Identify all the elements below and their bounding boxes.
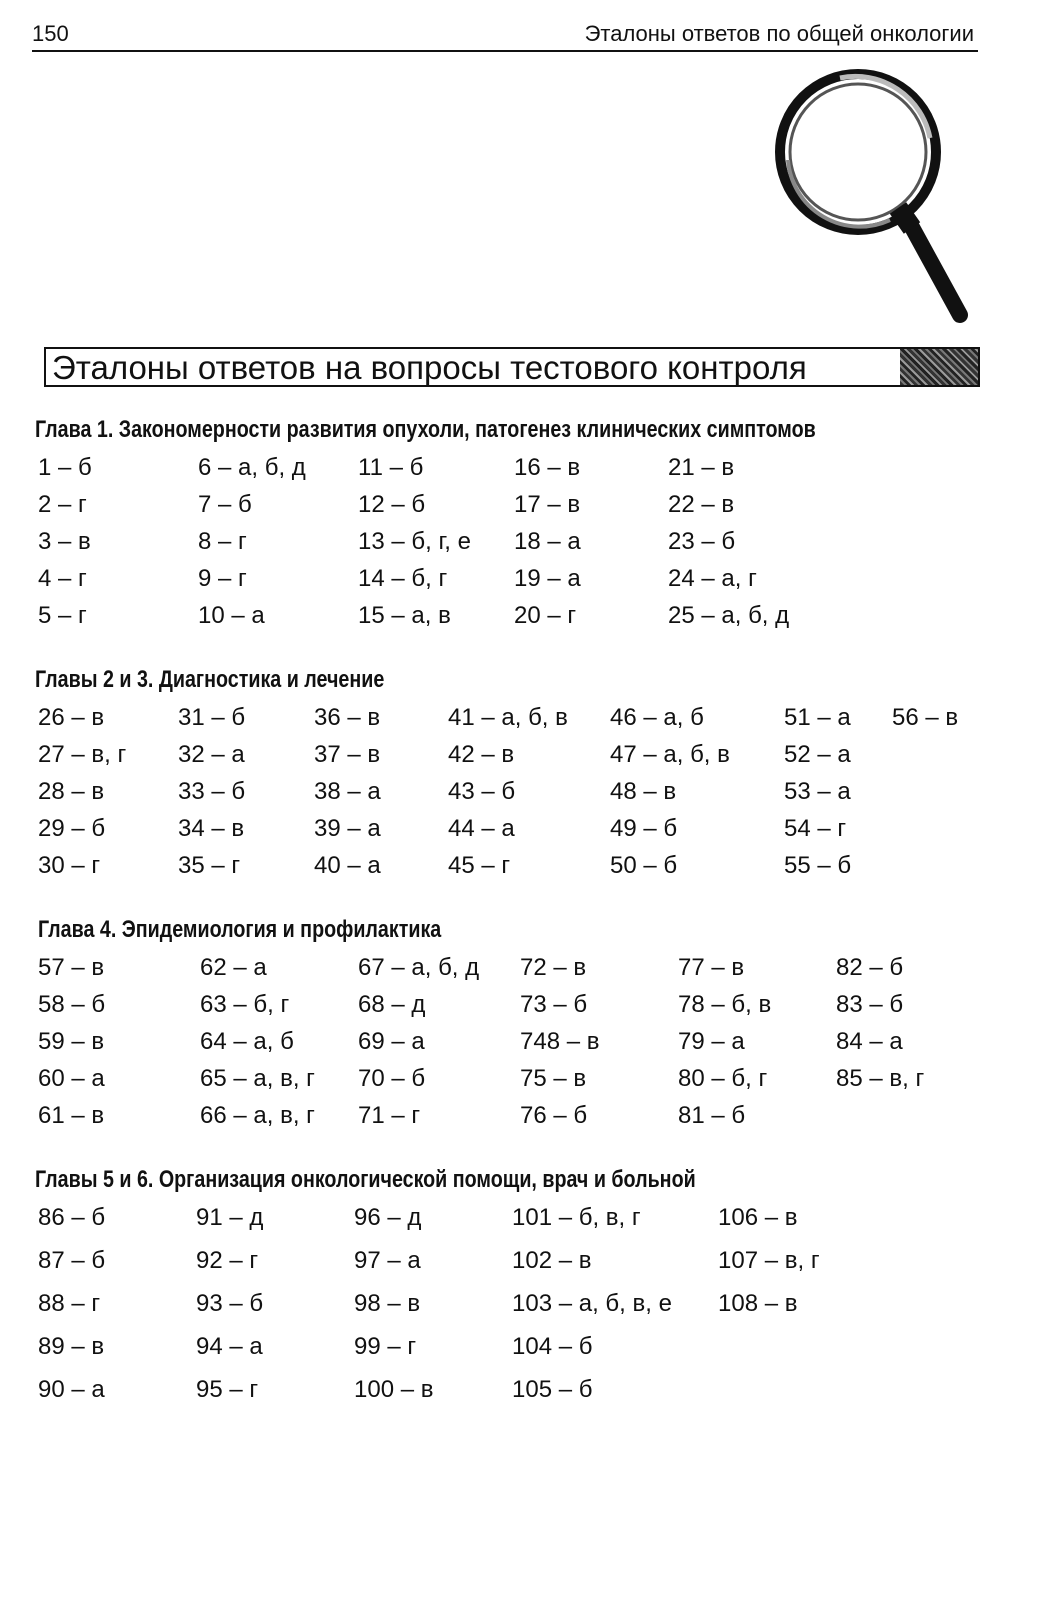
answer-item: 65 – а, в, г — [200, 1065, 315, 1092]
answer-item: 11 – б — [358, 454, 424, 481]
answer-item: 79 – а — [678, 1028, 745, 1055]
answer-item: 23 – б — [668, 528, 736, 555]
answer-item: 14 – б, г — [358, 565, 448, 592]
section-heading: Главы 2 и 3. Диагностика и лечение — [35, 666, 385, 693]
answer-item: 15 – а, в — [358, 602, 451, 629]
answer-item: 27 – в, г — [38, 741, 127, 768]
answer-item: 71 – г — [358, 1102, 421, 1129]
answer-item: 72 – в — [520, 954, 587, 981]
answer-item: 87 – б — [38, 1247, 106, 1274]
answer-item: 16 – в — [514, 454, 581, 481]
page-header — [32, 18, 978, 52]
answer-item: 67 – а, б, д — [358, 954, 480, 981]
answer-item: 5 – г — [38, 602, 87, 629]
answer-item: 18 – а — [514, 528, 581, 555]
answer-item: 57 – в — [38, 954, 105, 981]
answer-item: 28 – в — [38, 778, 105, 805]
answer-item: 748 – в — [520, 1028, 600, 1055]
answer-item: 6 – а, б, д — [198, 454, 306, 481]
section-banner — [44, 347, 980, 387]
section-heading: Главы 5 и 6. Организация онкологической помощи, врач и больной — [35, 1166, 696, 1193]
answer-item: 25 – а, б, д — [668, 602, 790, 629]
answer-item: 36 – в — [314, 704, 381, 731]
answer-item: 51 – а — [784, 704, 851, 731]
answer-item: 3 – в — [38, 528, 91, 555]
answer-item: 108 – в — [718, 1290, 798, 1317]
answer-item: 41 – а, б, в — [448, 704, 568, 731]
answer-item: 58 – б — [38, 991, 106, 1018]
answer-item: 69 – а — [358, 1028, 425, 1055]
answer-item: 105 – б — [512, 1376, 593, 1403]
answer-item: 80 – б, г — [678, 1065, 768, 1092]
answer-item: 104 – б — [512, 1333, 593, 1360]
answer-item: 54 – г — [784, 815, 847, 842]
answer-item: 26 – в — [38, 704, 105, 731]
magnifier-icon — [770, 60, 980, 340]
answer-item: 64 – а, б — [200, 1028, 294, 1055]
answer-item: 84 – а — [836, 1028, 903, 1055]
answer-item: 20 – г — [514, 602, 577, 629]
answer-item: 37 – в — [314, 741, 381, 768]
answer-item: 4 – г — [38, 565, 87, 592]
answer-item: 81 – б — [678, 1102, 746, 1129]
answer-item: 93 – б — [196, 1290, 264, 1317]
answer-item: 85 – в, г — [836, 1065, 925, 1092]
answer-item: 43 – б — [448, 778, 516, 805]
answer-item: 17 – в — [514, 491, 581, 518]
answer-item: 44 – а — [448, 815, 515, 842]
answer-item: 92 – г — [196, 1247, 259, 1274]
answer-item: 50 – б — [610, 852, 678, 879]
answer-item: 49 – б — [610, 815, 678, 842]
answer-item: 98 – в — [354, 1290, 421, 1317]
answer-item: 95 – г — [196, 1376, 259, 1403]
answer-item: 38 – а — [314, 778, 381, 805]
answer-item: 56 – в — [892, 704, 959, 731]
answer-item: 77 – в — [678, 954, 745, 981]
banner-decoration — [900, 349, 978, 385]
answer-item: 94 – а — [196, 1333, 263, 1360]
answer-item: 103 – а, б, в, е — [512, 1290, 672, 1317]
answer-item: 9 – г — [198, 565, 247, 592]
answer-item: 31 – б — [178, 704, 246, 731]
answer-item: 48 – в — [610, 778, 677, 805]
answer-item: 42 – в — [448, 741, 515, 768]
answer-item: 107 – в, г — [718, 1247, 820, 1274]
answer-item: 86 – б — [38, 1204, 106, 1231]
answer-item: 59 – в — [38, 1028, 105, 1055]
answer-item: 30 – г — [38, 852, 101, 879]
answer-item: 24 – а, г — [668, 565, 757, 592]
answer-item: 39 – а — [314, 815, 381, 842]
answer-item: 73 – б — [520, 991, 588, 1018]
answer-item: 2 – г — [38, 491, 87, 518]
answer-item: 62 – а — [200, 954, 267, 981]
answer-item: 8 – г — [198, 528, 247, 555]
answer-item: 53 – а — [784, 778, 851, 805]
answer-item: 45 – г — [448, 852, 511, 879]
answer-item: 97 – а — [354, 1247, 421, 1274]
answer-item: 1 – б — [38, 454, 92, 481]
answer-item: 61 – в — [38, 1102, 105, 1129]
answer-item: 13 – б, г, е — [358, 528, 471, 555]
answer-item: 68 – д — [358, 991, 426, 1018]
section-heading: Глава 1. Закономерности развития опухоли, патогенез клинических симптомов — [35, 416, 816, 443]
answer-item: 99 – г — [354, 1333, 417, 1360]
answer-item: 83 – б — [836, 991, 904, 1018]
running-title: Эталоны ответов по общей онкологии — [584, 21, 974, 46]
answer-item: 7 – б — [198, 491, 252, 518]
answer-item: 75 – в — [520, 1065, 587, 1092]
answer-item: 106 – в — [718, 1204, 798, 1231]
answer-item: 34 – в — [178, 815, 245, 842]
answer-item: 70 – б — [358, 1065, 426, 1092]
answer-item: 101 – б, в, г — [512, 1204, 641, 1231]
answer-item: 60 – а — [38, 1065, 105, 1092]
answer-item: 96 – д — [354, 1204, 422, 1231]
answer-item: 89 – в — [38, 1333, 105, 1360]
answer-item: 35 – г — [178, 852, 241, 879]
answer-item: 19 – а — [514, 565, 581, 592]
answer-item: 29 – б — [38, 815, 106, 842]
answer-item: 46 – а, б — [610, 704, 704, 731]
answer-item: 10 – а — [198, 602, 265, 629]
answer-item: 100 – в — [354, 1376, 434, 1403]
page-number: 150 — [32, 21, 69, 46]
answer-item: 76 – б — [520, 1102, 588, 1129]
banner-title: Эталоны ответов на вопросы тестового контроля — [52, 349, 807, 386]
answer-item: 78 – б, в — [678, 991, 772, 1018]
answer-item: 12 – б — [358, 491, 426, 518]
answer-item: 21 – в — [668, 454, 735, 481]
answer-item: 52 – а — [784, 741, 851, 768]
answer-item: 22 – в — [668, 491, 735, 518]
answer-item: 40 – а — [314, 852, 381, 879]
answer-item: 55 – б — [784, 852, 852, 879]
answer-item: 91 – д — [196, 1204, 264, 1231]
answer-item: 90 – а — [38, 1376, 105, 1403]
section-heading: Глава 4. Эпидемиология и профилактика — [38, 916, 442, 943]
answer-item: 63 – б, г — [200, 991, 290, 1018]
answer-item: 32 – а — [178, 741, 245, 768]
answer-item: 33 – б — [178, 778, 246, 805]
answer-item: 102 – в — [512, 1247, 592, 1274]
answer-item: 82 – б — [836, 954, 904, 981]
answer-item: 88 – г — [38, 1290, 101, 1317]
answer-item: 66 – а, в, г — [200, 1102, 315, 1129]
answer-item: 47 – а, б, в — [610, 741, 730, 768]
